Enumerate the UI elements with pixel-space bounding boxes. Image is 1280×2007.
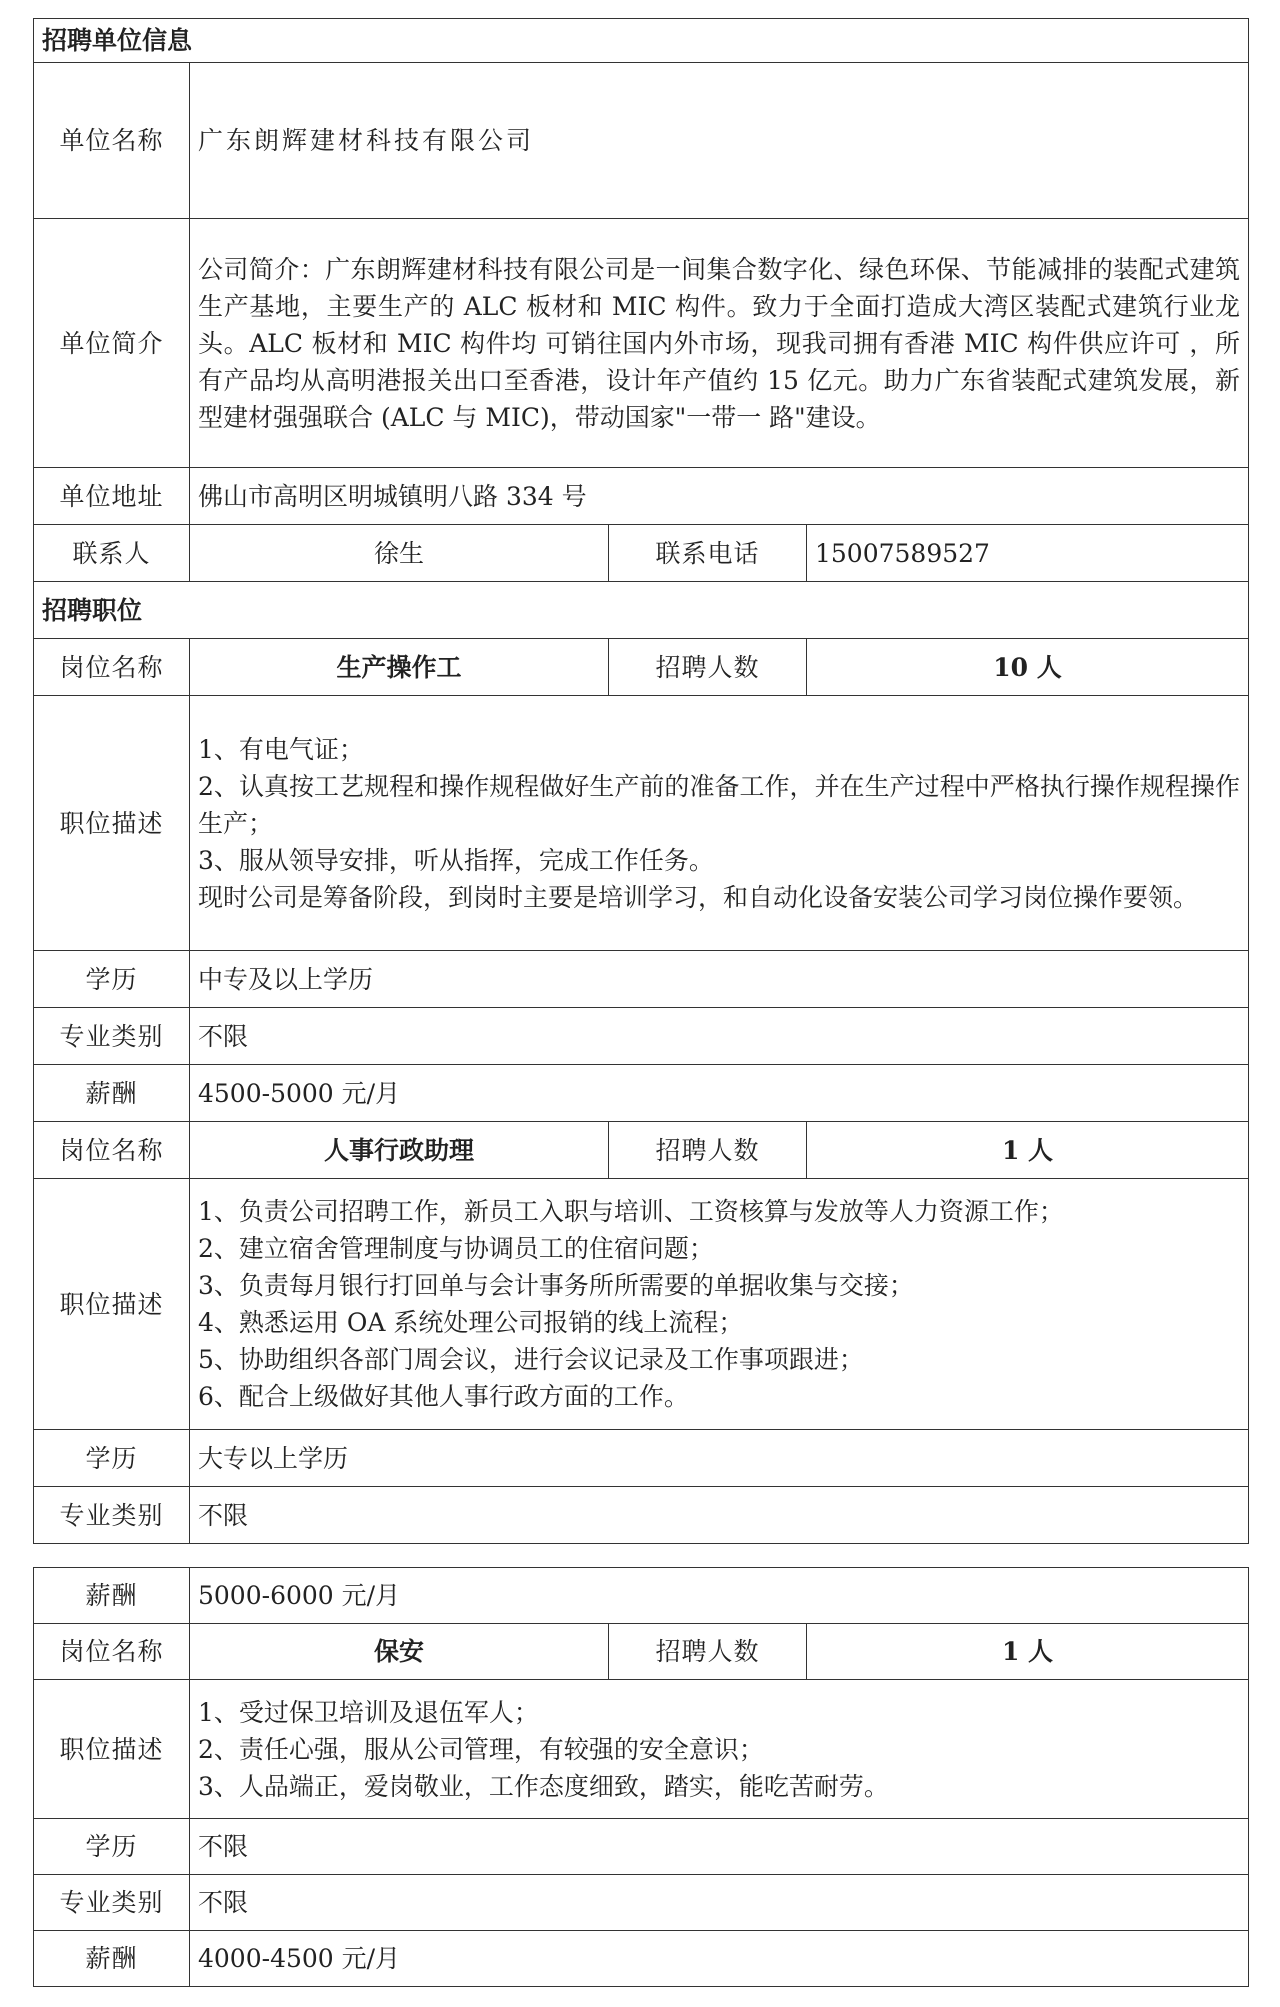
contact-person: 徐生 <box>190 525 609 582</box>
position-title: 人事行政助理 <box>190 1122 609 1179</box>
headcount-value: 10 人 <box>807 639 1249 696</box>
description-label: 职位描述 <box>34 696 190 951</box>
education-label: 学历 <box>34 951 190 1008</box>
position-title-label: 岗位名称 <box>34 1624 190 1680</box>
duty-item: 1、有电气证； <box>198 734 364 764</box>
education-value: 中专及以上学历 <box>190 951 1249 1008</box>
duty-item: 5、协助组织各部门周会议，进行会议记录及工作事项跟进； <box>198 1345 864 1374</box>
company-name: 广东朗辉建材科技有限公司 <box>190 63 1249 219</box>
education-value: 大专以上学历 <box>190 1430 1249 1487</box>
education-label: 学历 <box>34 1819 190 1875</box>
major-value: 不限 <box>190 1875 1249 1931</box>
company-name-label: 单位名称 <box>34 63 190 219</box>
education-value: 不限 <box>190 1819 1249 1875</box>
major-value: 不限 <box>190 1008 1249 1065</box>
contact-label: 联系人 <box>34 525 190 582</box>
position-title-label: 岗位名称 <box>34 639 190 696</box>
headcount-label: 招聘人数 <box>609 639 807 696</box>
duty-item: 3、服从领导安排，听从指挥，完成工作任务。 <box>198 845 714 875</box>
salary-label: 薪酬 <box>34 1568 190 1624</box>
position-duties <box>190 1680 1249 1819</box>
description-label: 职位描述 <box>34 1179 190 1430</box>
position-duties <box>190 1179 1249 1430</box>
position-title: 生产操作工 <box>190 639 609 696</box>
major-label: 专业类别 <box>34 1008 190 1065</box>
duty-item: 1、受过保卫培训及退伍军人； <box>198 1697 539 1727</box>
duty-item: 2、建立宿舍管理制度与协调员工的住宿问题； <box>198 1234 714 1263</box>
description-label: 职位描述 <box>34 1680 190 1819</box>
headcount-value: 1 人 <box>807 1624 1249 1680</box>
salary-value: 5000-6000 元/月 <box>190 1568 1249 1624</box>
company-address-label: 单位地址 <box>34 468 190 525</box>
position-duties <box>190 696 1249 951</box>
company-address: 佛山市高明区明城镇明八路 334 号 <box>190 468 1249 525</box>
duty-item: 3、负责每月银行打回单与会计事务所所需要的单据收集与交接； <box>198 1271 914 1300</box>
headcount-value: 1 人 <box>807 1122 1249 1179</box>
duty-item: 1、负责公司招聘工作，新员工入职与培训、工资核算与发放等人力资源工作； <box>198 1197 1064 1226</box>
duty-item: 2、责任心强，服从公司管理，有较强的安全意识； <box>198 1734 764 1764</box>
salary-value: 4000-4500 元/月 <box>190 1931 1249 1987</box>
section-company-header: 招聘单位信息 <box>34 19 1249 63</box>
major-label: 专业类别 <box>34 1487 190 1544</box>
duty-note: 现时公司是筹备阶段，到岗时主要是培训学习，和自动化设备安装公司学习岗位操作要领。 <box>198 882 1199 912</box>
position-title: 保安 <box>190 1624 609 1680</box>
section-positions-header: 招聘职位 <box>34 582 1249 639</box>
headcount-label: 招聘人数 <box>609 1122 807 1179</box>
recruitment-table-part1 <box>33 18 1249 1544</box>
salary-value: 4500-5000 元/月 <box>190 1065 1249 1122</box>
major-label: 专业类别 <box>34 1875 190 1931</box>
education-label: 学历 <box>34 1430 190 1487</box>
company-intro: 公司简介：广东朗辉建材科技有限公司是一间集合数字化、绿色环保、节能减排的装配式建筑生产基地，主要生产的 ALC 板材和 MIC 构件。致力于全面打造成大湾区装配式建筑行业龙头。ALC 板材和 MIC 构件均 可销往国内外市场，现我司拥有香港 MIC 构件供应许可 ，所有产品均从高明港报关出口至香港，设计年产值约 15 亿元。助力广东省装配式建筑发展，新型建材强强联合 (ALC 与 MIC)，带动国家"一带一 路"建设。 <box>190 219 1249 468</box>
major-value: 不限 <box>190 1487 1249 1544</box>
phone-label: 联系电话 <box>609 525 807 582</box>
duty-item: 4、熟悉运用 OA 系统处理公司报销的线上流程； <box>198 1308 744 1337</box>
duty-item: 6、配合上级做好其他人事行政方面的工作。 <box>198 1382 689 1411</box>
recruitment-table-part2 <box>33 1567 1249 1987</box>
duty-item: 2、认真按工艺规程和操作规程做好生产前的准备工作，并在生产过程中严格执行操作规程操作生产； <box>198 771 1241 838</box>
position-title-label: 岗位名称 <box>34 1122 190 1179</box>
salary-label: 薪酬 <box>34 1065 190 1122</box>
duty-item: 3、人品端正，爱岗敬业，工作态度细致，踏实，能吃苦耐劳。 <box>198 1771 889 1801</box>
contact-phone: 15007589527 <box>807 525 1249 582</box>
company-intro-label: 单位简介 <box>34 219 190 468</box>
salary-label: 薪酬 <box>34 1931 190 1987</box>
headcount-label: 招聘人数 <box>609 1624 807 1680</box>
